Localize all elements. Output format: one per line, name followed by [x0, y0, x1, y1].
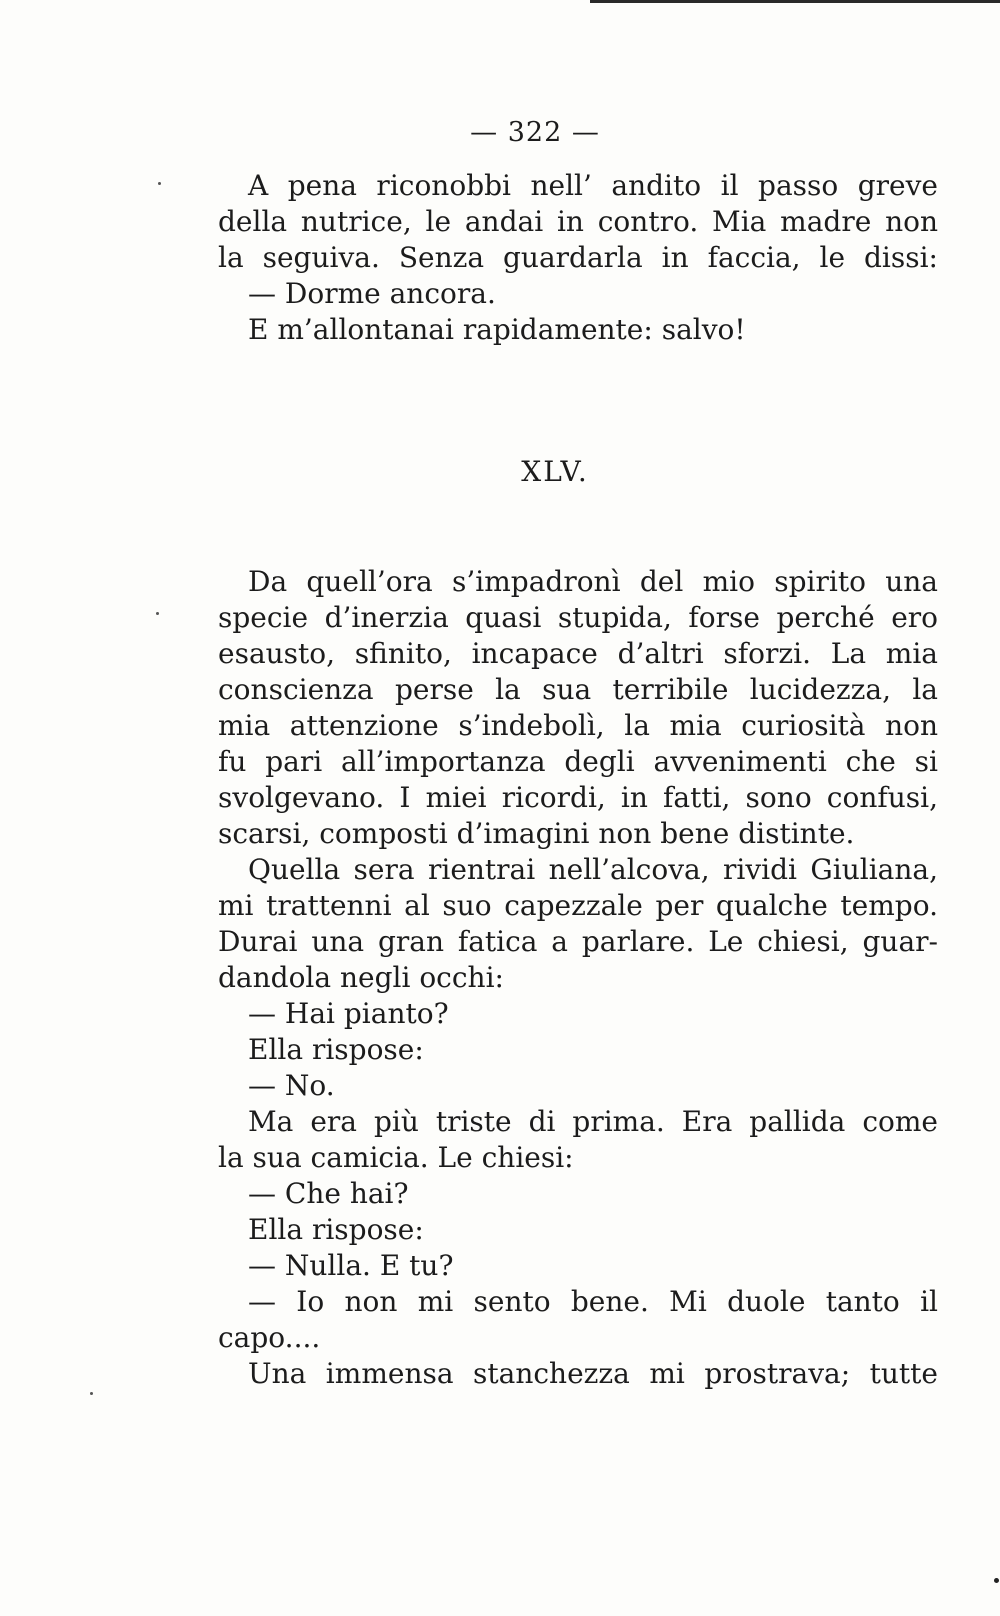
text-line: Quella sera rientrai nell’alcova, rividi Giuliana, [248, 853, 938, 886]
text-line: mia attenzione s’indebolì, la mia curiosità non [218, 709, 938, 742]
paper-speck [156, 612, 159, 615]
page-number: — 322 — [470, 117, 600, 148]
text-line: Ella rispose: [248, 1213, 424, 1246]
text-line: Una immensa stanchezza mi prostrava; tutte [248, 1357, 938, 1390]
text-line: specie d’inerzia quasi stupida, forse perché ero [218, 601, 938, 634]
text-line: Ella rispose: [248, 1033, 424, 1066]
dialogue-line: — Dorme ancora. [248, 277, 496, 310]
text-line: mi trattenni al suo capezzale per qualche tempo. [218, 889, 938, 922]
dialogue-line: — Hai pianto? [248, 997, 449, 1030]
dialogue-line: — Che hai? [248, 1177, 409, 1210]
text-line: la sua camicia. Le chiesi: [218, 1141, 574, 1174]
text-line: capo.... [218, 1321, 321, 1354]
text-line: E m’allontanai rapidamente: salvo! [248, 313, 746, 346]
text-line: Durai una gran fatica a parlare. Le chiesi, guar- [218, 925, 938, 958]
text-line: Da quell’ora s’impadronì del mio spirito una [248, 565, 938, 598]
dialogue-line: — No. [248, 1069, 335, 1102]
page-edge-shadow [590, 0, 1000, 3]
text-line: della nutrice, le andai in contro. Mia madre non [218, 205, 938, 238]
text-line: Ma era più triste di prima. Era pallida come [248, 1105, 938, 1138]
text-line: la seguiva. Senza guardarla in faccia, le dissi: [218, 241, 938, 274]
chapter-heading: XLV. [521, 455, 589, 488]
text-line: esausto, sfinito, incapace d’altri sforzi. La mia [218, 637, 938, 670]
paper-speck [158, 182, 161, 185]
paper-speck [994, 1578, 999, 1583]
text-line: svolgevano. I miei ricordi, in fatti, sono confusi, [218, 781, 938, 814]
dialogue-line: — Nulla. E tu? [248, 1249, 454, 1282]
paragraph-block-main [218, 564, 938, 1392]
dialogue-line: — Io non mi sento bene. Mi duole tanto il [248, 1285, 938, 1318]
paper-speck [90, 1392, 93, 1395]
text-line: scarsi, composti d’imagini non bene distinte. [218, 817, 855, 850]
text-line: dandola negli occhi: [218, 961, 504, 994]
text-line: fu pari all’importanza degli avvenimenti che si [218, 745, 938, 778]
text-line: conscienza perse la sua terribile lucidezza, la [218, 673, 938, 706]
paragraph-block-top [218, 168, 938, 348]
text-line: A pena riconobbi nell’ andito il passo greve [248, 169, 938, 202]
